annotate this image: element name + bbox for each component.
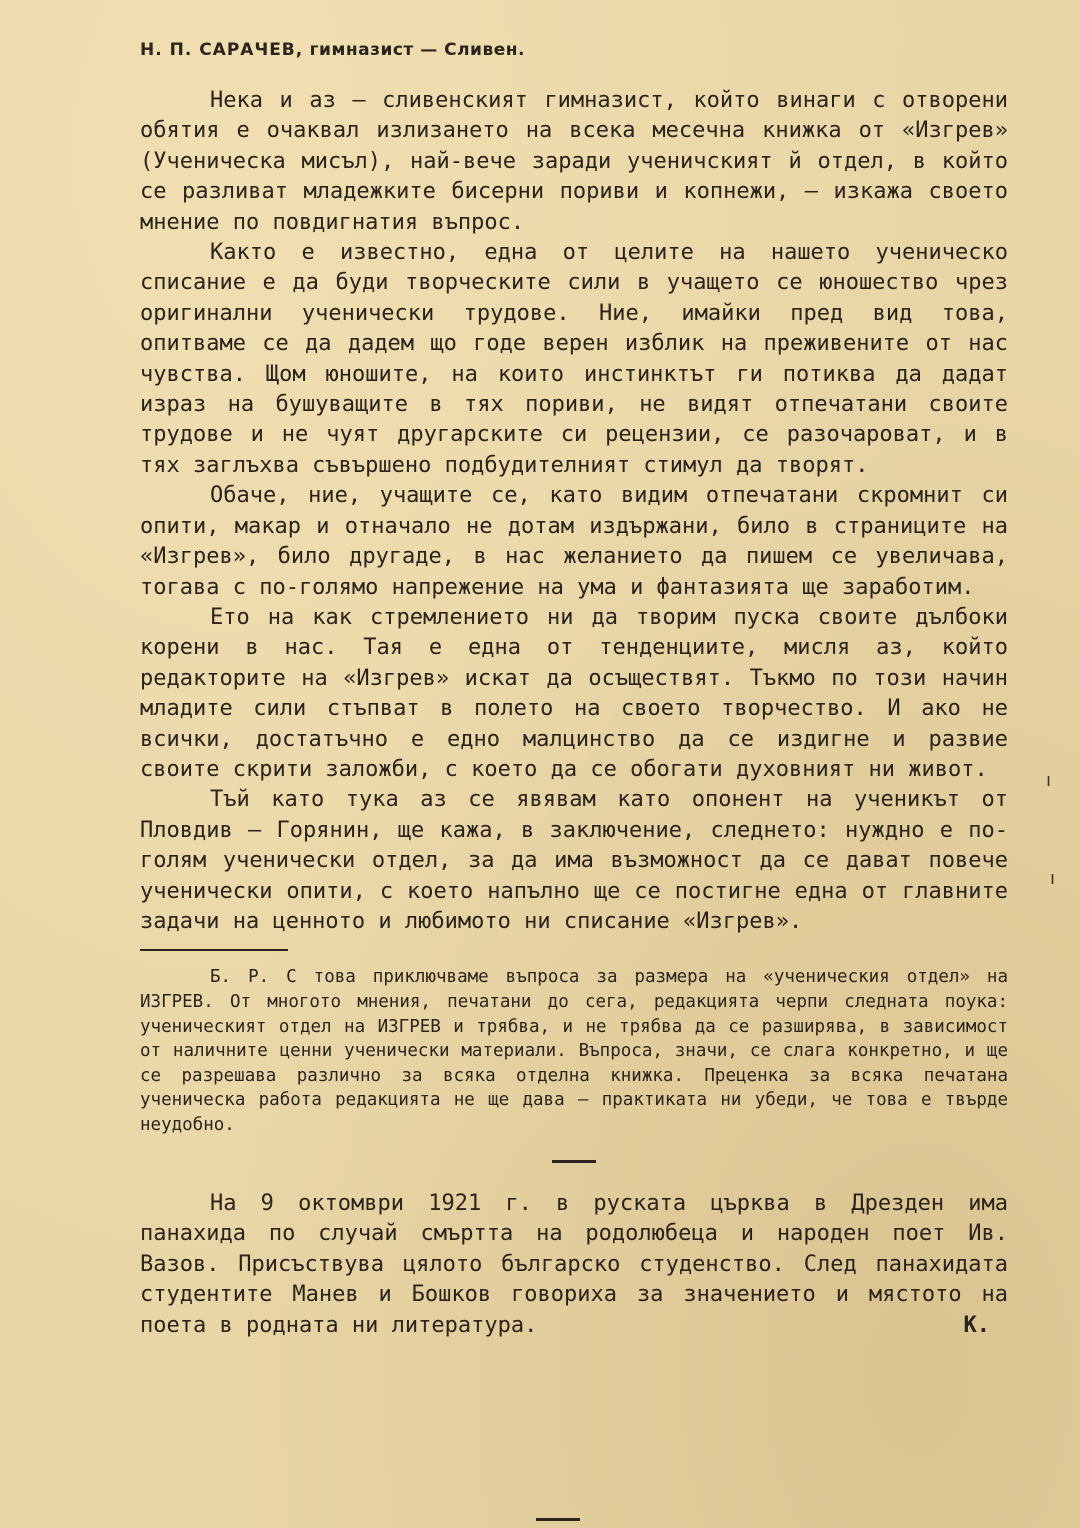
margin-mark: ı xyxy=(1050,868,1056,889)
margin-mark: ı xyxy=(1046,770,1052,791)
page xyxy=(140,40,1008,1342)
article-body xyxy=(140,86,1008,937)
author-name: Н. П. САРАЧЕВ, xyxy=(140,40,304,60)
article-paragraph: Обаче, ние, учащите се, като видим отпечатани скромнит си опити, макар и отначало не дотам издържани, било в страниците на «Изгрев», било другаде, в нас желанието да пишем се увеличава, тогава с по-голямо напрежение на ума и фантазията ще заработим. xyxy=(140,483,1008,600)
editor-note-text: Б. Р. С това приключваме въпроса за размера на «ученическия отдел» на ИЗГРЕВ. От многото мнения, печатани до сега, редакцията черпи следната поука: ученическият отдел на ИЗГРЕВ и трябва, и не трябва да се разширява, в зависимост от наличните ценни ученически материали. Въпроса, значи, се слага конкретно, и ще се разрешава различно за всяка отделна книжка. Преценка за всяка печатана ученическа работа редакцията не ще дава — практиката ни убеди, че това е твърде неудобно. xyxy=(140,967,1008,1135)
byline xyxy=(140,40,1008,68)
article-paragraph: Ето на как стремлението ни да творим пуска своите дълбоки корени в нас. Тая е една от тенденциите, мисля аз, който редакторите на «Изгрев» искат да осъществят. Тъкмо по този начин младите сили стъпват в полето на своето творчество. И ако не всички, достатъчно е едно малцинство да се издигне и развие своите скрити заложби, с което да се обогати духовният ни живот. xyxy=(140,604,1008,782)
section-separator xyxy=(552,1160,596,1163)
notice-signature: К. xyxy=(963,1312,990,1338)
news-notice xyxy=(140,1189,1008,1342)
bottom-separator xyxy=(536,1518,580,1521)
article-paragraph: Нека и аз — сливенският гимназист, който винаги с отворени обятия е очаквал излизането на всека месечна книжка от «Изгрев» (Ученическа мисъл), най-вече заради ученичският й отдел, в който се разливат младежките бисерни пориви и копнежи, — изкажа своето мнение по повдигнатия въпрос. xyxy=(140,88,1008,235)
author-role: гимназист — Сливен. xyxy=(309,40,525,60)
footnote-rule xyxy=(140,949,288,951)
article-paragraph: Тъй като тука аз се явявам като опонент на ученикът от Пловдив — Горянин, ще кажа, в заключение, следнето: нуждно е по-голям ученически отдел, за да има възможност да се дават повече ученически опити, с което напълно ще се постигне една от главните задачи на ценното и любимото ни списание «Изгрев». xyxy=(140,787,1008,934)
article-paragraph: Както е известно, една от целите на нашето ученическо списание е да буди творческите сили в учащето се юношество чрез оригинални ученически трудове. Ние, имайки пред вид това, опитваме се да дадем що годе верен изблик на преживените от нас чувства. Щом юношите, на които инстинктът ги потиква да дадат израз на бушуващите в тях пориви, не видят отпечатани своите трудове и не чуят другарските си рецензии, се разочароват, и в тях заглъхва съвършено подбудителният стимул да творят. xyxy=(140,240,1008,478)
editor-note xyxy=(140,965,1008,1137)
notice-text xyxy=(140,1189,1008,1342)
notice-body: На 9 октомври 1921 г. в руската църква в Дрезден има панахида по случай смъртта на родолюбеца и народен поет Ив. Вазов. Присъствува цялото българско студенство. След панахидата студентите Манев и Бошков говориха за значението и мястото на поета в родната ни литература. xyxy=(140,1190,1008,1338)
